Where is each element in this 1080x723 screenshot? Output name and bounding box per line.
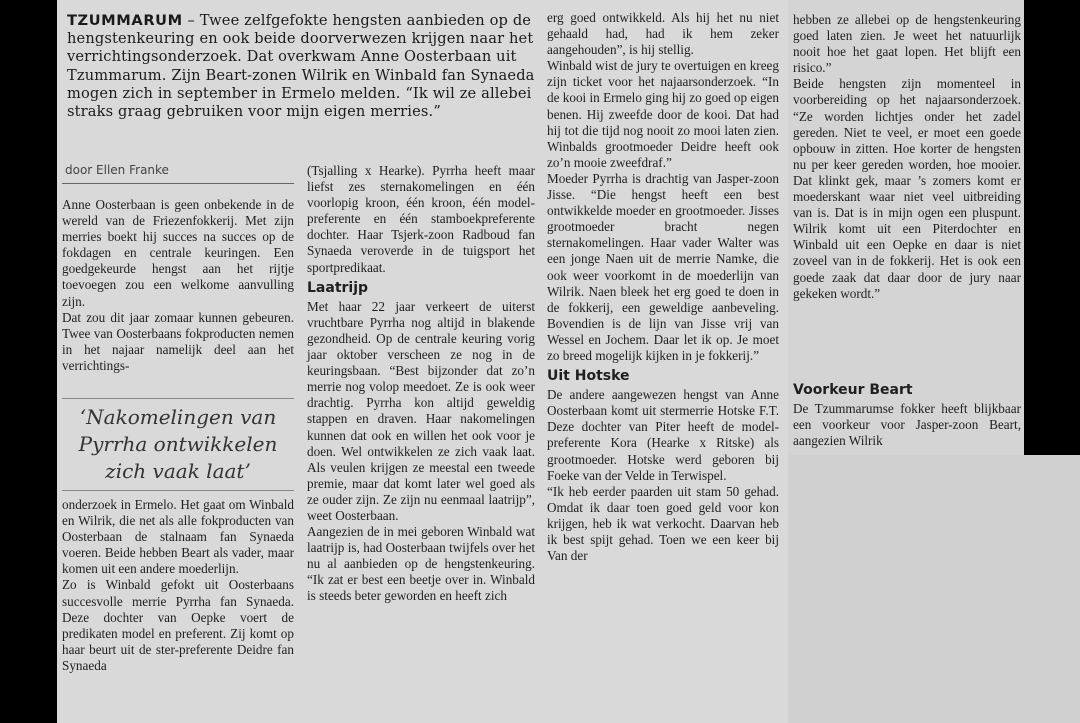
paragraph: (Tsjalling x Hearke). Pyrrha heeft maar liefst zes sternakomelingen en één voorlopig kroon, één kroon, één model-preferente en één stamboekpreferente dochter. Haar Tsjerk-zoon Radboud fan Synaeda veroverde in de tuigsport het sportpredikaat.: [307, 163, 535, 275]
article-intro: [67, 12, 537, 121]
column-1-continued: [62, 497, 294, 674]
pullquote-rule-top: [62, 398, 294, 399]
paragraph: onderzoek in Ermelo. Het gaat om Winbald en Wilrik, die net als alle fokproducten van Oosterbaan de stalnaam fan Synaeda voeren. Beide hebben Beart als vader, maar komen uit een andere moederlijn.: [62, 497, 294, 577]
column-4-continued: [793, 378, 1021, 449]
pullquote-rule-bottom: [62, 490, 294, 491]
intro-text: – Twee zelfgefokte hengsten aanbieden op de hengstenkeuring en ook beide doorverwezen krijgen naar het verrichtingsonderzoek. Dat overkwam Anne Oosterbaan uit Tzummarum. Zijn Beart-zonen Wilrik en Winbald fan Synaeda mogen zich in september in Ermelo melden. “Ik wil ze allebei straks graag gebruiken voor mijn eigen merries.”: [67, 12, 535, 121]
paragraph: Winbald wist de jury te overtuigen en kreeg zijn ticket voor het najaarsonderzoek. “In de kooi in Ermelo ging hij zo goed op eigen benen. Hij zweefde door de kooi. Dat had hij tot die tijd nog nooit zo mooi laten zien. Winbalds grootmoeder Deidre heeft ook zo’n mooie zweefdraf.”: [547, 58, 779, 170]
paragraph: “Ik heb eerder paarden uit stam 50 gehad. Omdat ik daar toen goed geld voor kon krijgen, heb ik wat verkocht. Daarvan heb ik best spijt gehad. Toen we een keer bij Van der: [547, 483, 779, 564]
paragraph: hebben ze allebei op de hengstenkeuring goed laten zien. Je weet het natuurlijk nooit hoe het gaat lopen. Het blijft een risico.”: [793, 12, 1021, 76]
column-4: [793, 12, 1021, 302]
newspaper-clipping-right: [788, 0, 1024, 455]
paragraph: Aangezien de in mei geboren Winbald wat laatrijp is, had Oosterbaan twijfels over het nu al aanbieden op de hengstenkeuring. “Ik zat er best een beetje over in. Winbald is steeds beter geworden en heeft zich: [307, 524, 535, 604]
column-2: [307, 163, 535, 605]
dateline: TZUMMARUM: [67, 12, 183, 29]
paragraph: Anne Oosterbaan is geen onbekende in de wereld van de Friezenfokkerij. Met zijn merries boekt hij succes na succes op de fokdagen en centrale keuringen. Een goedgekeurde hengst aan het rijtje toevoegen zou een welkome aanvulling zijn.: [62, 197, 294, 309]
paragraph: Beide hengsten zijn momenteel in voorbereiding op het najaarsonderzoek. “Ze worden lichtjes onder het zadel gereden. Niet te veel, er moet een goede opbouw in zitten. Hoe korter de hengsten nu per keer gereden worden, hoe mooier. Dat klinkt gek, maar ’s zomers komt er moederskant waar niet veel uitbreiding van is. Dat is in mijn ogen een pluspunt. Wilrik komt uit een Piterdochter en Winbald uit een Oepke en daar is niet zoveel van in de fokkerij. Het is ook een goede zaak dat daar door de jury naar gekeken wordt.”: [793, 76, 1021, 301]
newspaper-clipping: [57, 0, 788, 723]
byline: door Ellen Franke: [65, 163, 169, 177]
column-3: [547, 10, 779, 564]
pull-quote: ‘Nakomelingen van Pyrrha ontwikkelen zich vaak laat’: [78, 405, 278, 483]
dark-margin: [1024, 0, 1080, 455]
subheading-laatrijp: Laatrijp: [307, 279, 369, 296]
column-1: [62, 197, 294, 374]
paragraph: erg goed ontwikkeld. Als hij het nu niet gehaald had, had ik hem zeker aangehouden”, is hij stellig.: [547, 10, 779, 58]
paragraph: Met haar 22 jaar verkeert de uiterst vruchtbare Pyrrha nog altijd in blakende gezondheid. Op de centrale keuring vorig jaar oktober verscheen ze nog in de keuringsbaan. “Best bijzonder dat zo’n merrie nog volop meedoet. Ze is ook weer drachtig. Pyrrha kon altijd geweldig stappen en draven. Haar nakomelingen kunnen dat ook en willen het ook voor je doen. Wel ontwikkelen ze zich vaak laat. Als veulen krijgen ze meestal een tweede premie, maar dat komt later wel goed als ze ouder zijn. Ze zijn nu eenmaal laatrijp”, weet Oosterbaan.: [307, 298, 535, 523]
subheading-voorkeur-beart: Voorkeur Beart: [793, 382, 913, 398]
paragraph: Dat zou dit jaar zomaar kunnen gebeuren. Twee van Oosterbaans fokproducten nemen in het najaar namelijk deel aan het verrichtings-: [62, 309, 294, 373]
paragraph: Moeder Pyrrha is drachtig van Jasper-zoon Jisse. “Die hengst heeft een best ontwikkelde moeder en grootmoeder. Jisses grootmoeder bracht negen sternakomelingen. Haar vader Walter was een jonge Naen uit de merrie Namke, die ook weer voorkomt in de moederlijn van Wilrik. Naen bleek het erg goed te doen in de fokkerij, een geweldige aanbeveling. Bovendien is de lijn van Jisse vrij van Wessel en Jochem. Daar let ik op. Je moet zo breed mogelijk kijken in je fokkerij.”: [547, 170, 779, 363]
subheading-uit-hotske: Uit Hotske: [547, 368, 630, 385]
paragraph: De andere aangewezen hengst van Anne Oosterbaan komt uit stermerrie Hotske F.T. Deze dochter van Piter heeft de model-preferente Kora (Hearke x Ritske) als grootmoeder. Hotske werd geboren bij Foeke van der Velde in Terwispel.: [547, 387, 779, 483]
paragraph: De Tzummarumse fokker heeft blijkbaar een voorkeur voor Jasper-zoon Beart, aangezien Wilrik: [793, 401, 1021, 449]
paragraph: Zo is Winbald gefokt uit Oosterbaans succesvolle merrie Pyrrha fan Synaeda. Deze dochter van Oepke voert de predikaten model en preferent. Zij komt op haar beurt uit de ster-preferente Deidre fan Synaeda: [62, 577, 294, 673]
byline-rule: [62, 183, 294, 184]
blank-area: [788, 455, 1080, 723]
